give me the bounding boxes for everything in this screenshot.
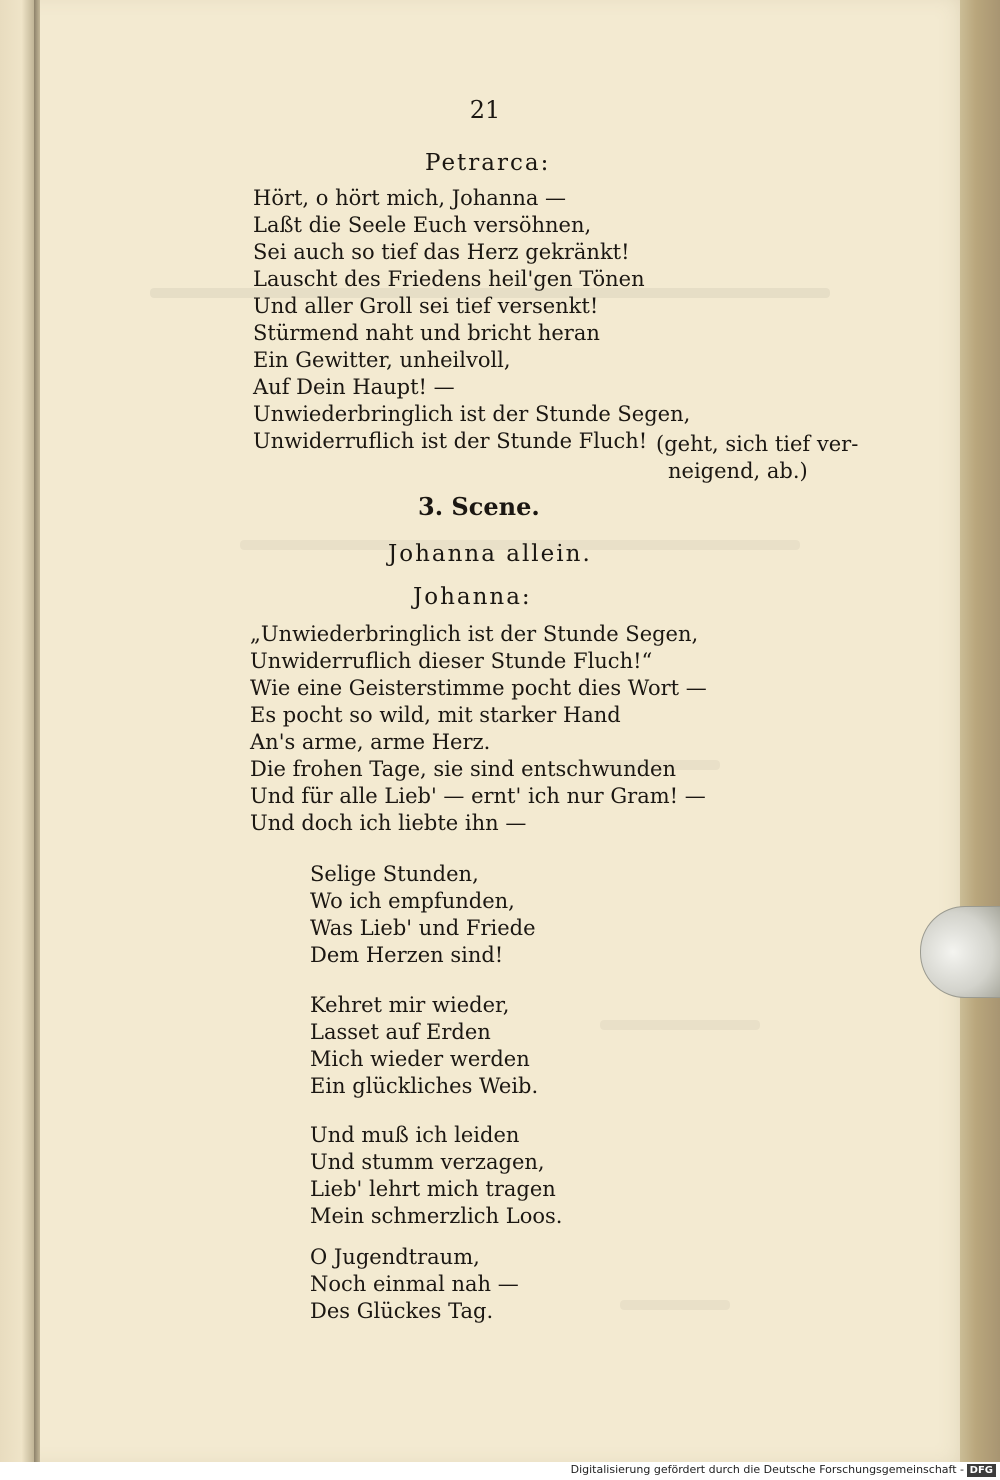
verse-line: Auf Dein Haupt! — bbox=[253, 375, 455, 399]
verse-line: An's arme, arme Herz. bbox=[250, 730, 491, 754]
scene-subtitle: Johanna allein. bbox=[388, 541, 592, 567]
left-page-edge bbox=[0, 0, 36, 1462]
stanza-line: Was Lieb' und Friede bbox=[310, 916, 536, 940]
stanza-line: Selige Stunden, bbox=[310, 862, 479, 886]
dfg-logo: DFG bbox=[967, 1464, 996, 1477]
stanza-line: Noch einmal nah — bbox=[310, 1272, 519, 1296]
stanza-line: Wo ich empfunden, bbox=[310, 889, 515, 913]
verse-line: Die frohen Tage, sie sind entschwunden bbox=[250, 757, 676, 781]
stage-direction: (geht, sich tief ver- bbox=[656, 432, 859, 456]
stanza-line: Und muß ich leiden bbox=[310, 1123, 520, 1147]
stanza-line: Lasset auf Erden bbox=[310, 1020, 491, 1044]
verse-line: Es pocht so wild, mit starker Hand bbox=[250, 703, 621, 727]
scene-heading: 3. Scene. bbox=[418, 492, 540, 521]
scanner-clamp bbox=[920, 906, 1000, 998]
stanza-line: Lieb' lehrt mich tragen bbox=[310, 1177, 556, 1201]
verse-line: Lauscht des Friedens heil'gen Tönen bbox=[253, 267, 645, 291]
verse-line: Wie eine Geisterstimme pocht dies Wort — bbox=[250, 676, 707, 700]
page-stack-edge bbox=[960, 0, 1000, 1462]
verse-line: Hört, o hört mich, Johanna — bbox=[253, 186, 567, 210]
verse-line: Unwiderruflich ist der Stunde Fluch! bbox=[253, 429, 648, 453]
stanza-line: Ein glückliches Weib. bbox=[310, 1074, 539, 1098]
stanza-line: Mich wieder werden bbox=[310, 1047, 530, 1071]
stanza-line: Und stumm verzagen, bbox=[310, 1150, 545, 1174]
speaker-johanna: Johanna: bbox=[413, 584, 532, 610]
verse-line: Sei auch so tief das Herz gekränkt! bbox=[253, 240, 630, 264]
verse-line: Laßt die Seele Euch versöhnen, bbox=[253, 213, 592, 237]
verse-line: Stürmend naht und bricht heran bbox=[253, 321, 600, 345]
verse-line: Und doch ich liebte ihn — bbox=[250, 811, 527, 835]
verse-line: Unwiederbringlich ist der Stunde Segen, bbox=[253, 402, 691, 426]
funding-credit: Digitalisierung gefördert durch die Deutsche Forschungsgemeinschaft - bbox=[570, 1463, 964, 1476]
stanza-line: Kehret mir wieder, bbox=[310, 993, 510, 1017]
footer-bar bbox=[0, 1462, 1000, 1480]
speaker-petrarca: Petrarca: bbox=[425, 150, 551, 176]
verse-line: Unwiderruflich dieser Stunde Fluch!“ bbox=[250, 649, 653, 673]
stage-direction: neigend, ab.) bbox=[668, 459, 808, 483]
stanza-line: Mein schmerzlich Loos. bbox=[310, 1204, 563, 1228]
verse-line: Und aller Groll sei tief versenkt! bbox=[253, 294, 599, 318]
verse-line: „Unwiederbringlich ist der Stunde Segen, bbox=[250, 622, 699, 646]
stanza-line: Des Glückes Tag. bbox=[310, 1299, 494, 1323]
stanza-line: Dem Herzen sind! bbox=[310, 943, 504, 967]
verse-line: Ein Gewitter, unheilvoll, bbox=[253, 348, 511, 372]
verse-line: Und für alle Lieb' — ernt' ich nur Gram! — bbox=[250, 784, 706, 808]
page-number: 21 bbox=[469, 96, 501, 124]
stanza-line: O Jugendtraum, bbox=[310, 1245, 480, 1269]
